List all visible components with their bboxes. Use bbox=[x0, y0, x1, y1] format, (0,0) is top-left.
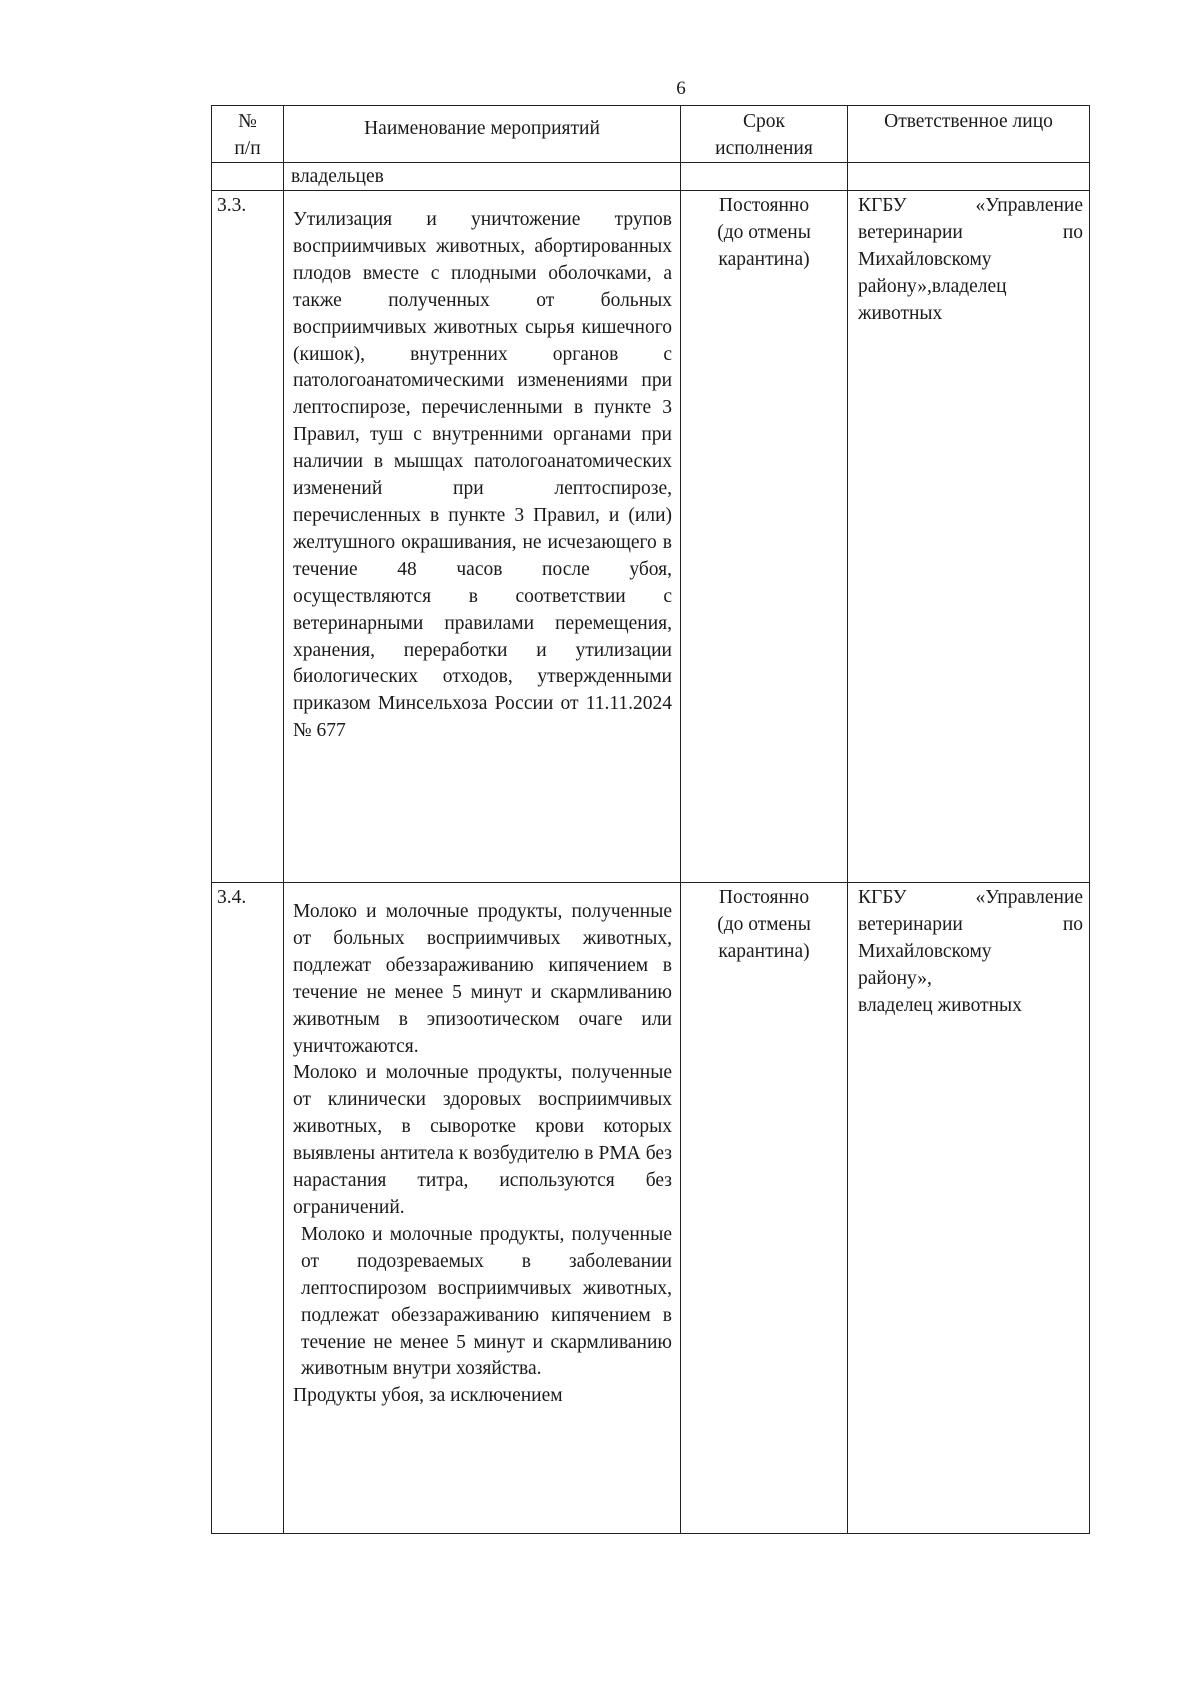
header-responsible: Ответственное лицо bbox=[848, 106, 1090, 163]
table-row bbox=[212, 883, 1090, 1534]
row-measure bbox=[284, 883, 681, 1534]
table-row bbox=[212, 191, 1090, 883]
measure-paragraph: Молоко и молочные продукты, полученные от подозреваемых в заболевании лептоспирозом восприимчивых животных, подлежат обеззараживанию кипячением в течение не менее 5 минут и скармливанию животным внутри хозяйства. bbox=[301, 1223, 672, 1380]
row-term: Постоянно (до отмены карантина) bbox=[681, 191, 848, 883]
page-number: 6 bbox=[676, 78, 686, 99]
measure-paragraph: Молоко и молочные продукты, полученные от больных восприимчивых животных, подлежат обеззараживанию кипячением в течение не менее 5 минут и скармливанию животным в эпизоотическом очаге или уничтожаются. bbox=[293, 901, 672, 1057]
row-measure bbox=[284, 191, 681, 883]
row-responsible: КГБУ «Управление ветеринарии по Михайловскому району», владелец животных bbox=[848, 883, 1090, 1534]
measure-paragraph: Молоко и молочные продукты, полученные от клинически здоровых восприимчивых животных, в сыворотке крови которых выявлены антитела к возбудителю в РМА без нарастания титра, используются без ограничений. bbox=[293, 1062, 672, 1218]
row-responsible: КГБУ «Управление ветеринарии по Михайловскому району»,владелец животных bbox=[848, 191, 1090, 883]
continuation-text: владельцев bbox=[291, 166, 384, 187]
continuation-row bbox=[212, 163, 1090, 191]
header-term: Срок исполнения bbox=[681, 106, 848, 163]
row-number: 3.3. bbox=[212, 191, 284, 883]
row-number: 3.4. bbox=[212, 883, 284, 1534]
header-name: Наименование мероприятий bbox=[284, 106, 681, 163]
table-header-row bbox=[212, 106, 1090, 163]
measure-paragraph: Продукты убоя, за исключением bbox=[293, 1385, 563, 1407]
measures-table bbox=[211, 105, 1090, 1534]
header-number: № п/п bbox=[212, 106, 284, 163]
row-term: Постоянно (до отмены карантина) bbox=[681, 883, 848, 1534]
measure-paragraph: Утилизация и уничтожение трупов восприимчивых животных, абортированных плодов вместе с плодными оболочками, а также полученных от больных восприимчивых животных сырья кишечного (кишок), внутренних органов с патологоанатомическими изменениями при лептоспирозе, перечисленными в пункте 3 Правил, туш с внутренними органами при наличии в мышцах патологоанатомических изменений при лептоспирозе, перечисленных в пункте 3 Правил, и (или) желтушного окрашивания, не исчезающего в течение 48 часов после убоя, осуществляются в соответствии с ветеринарными правилами перемещения, хранения, переработки и утилизации биологических отходов, утвержденными приказом Минсельхоза России от 11.11.2024 № 677 bbox=[293, 209, 672, 742]
